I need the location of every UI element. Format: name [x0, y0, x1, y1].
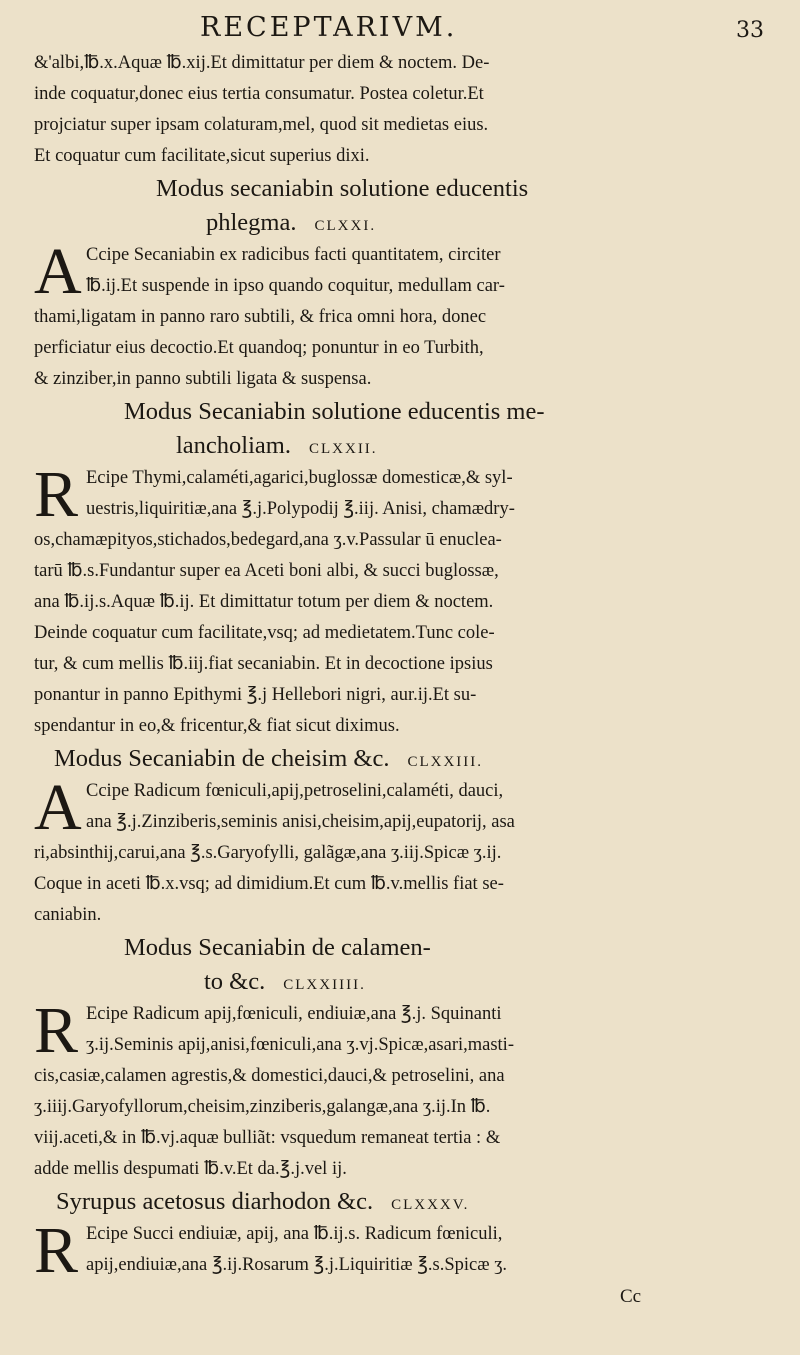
text-line: projciatur super ipsam colaturam,mel, quod sit medietas eius. [34, 115, 489, 135]
section-number: CLXXIIII. [283, 977, 366, 993]
drop-cap: R [34, 1214, 79, 1287]
text-line: ʒ.iiij.Garyofyllorum,cheisim,zinziberis,galangæ,ana ʒ.ij.In ℔. [34, 1097, 491, 1117]
text-line: os,chamæpityos,stichados,bedegard,ana ʒ.v.Passular ū enuclea- [34, 530, 502, 550]
section-heading: Modus Secaniabin de calamen- [124, 934, 431, 961]
text-line: uestris,liquiritiæ,ana ℥.j.Polypodij ℥.iij. Anisi, chamædry- [86, 499, 515, 519]
section-heading-text: lancholiam. [176, 432, 291, 459]
text-line: ℔.ij.Et suspende in ipso quando coquitur, medullam car- [86, 276, 505, 296]
text-line: thami,ligatam in panno raro subtili, & frica omni hora, donec [34, 307, 487, 327]
text-line: ana ℥.j.Zinziberis,seminis anisi,cheisim,apij,eupatorij, asa [86, 812, 515, 832]
section-heading-text: Modus Secaniabin de cheisim &c. [54, 745, 390, 772]
section-number: CLXXI. [314, 218, 377, 234]
section-heading-text: phlegma. [206, 209, 297, 236]
text-line: Ecipe Thymi,calaméti,agarici,buglossæ domesticæ,& syl- [86, 468, 513, 488]
section-number: CLXXII. [308, 441, 378, 457]
running-head-title: RECEPTARIVM. [200, 12, 458, 43]
text-line: ri,absinthij,carui,ana ℥.s.Garyofylli, galãgæ,ana ʒ.iij.Spicæ ʒ.ij. [34, 843, 502, 863]
section-heading-line [34, 965, 764, 999]
section-heading: Modus secaniabin solutione educentis [156, 175, 529, 202]
text-line: Ccipe Secaniabin ex radicibus facti quantitatem, circiter [86, 245, 501, 265]
text-line: inde coquatur,donec eius tertia consumatur. Postea coletur.Et [34, 84, 484, 104]
recipe-section [34, 172, 764, 395]
page-body [34, 48, 764, 1312]
section-heading-line [34, 742, 764, 776]
drop-cap: R [34, 994, 79, 1067]
recipe-paragraph [34, 1214, 764, 1287]
text-line: spendantur in eo,& fricentur,& fiat sicut diximus. [34, 716, 400, 736]
page-number: 33 [736, 18, 764, 43]
recipe-section [34, 395, 764, 742]
text-line: viij.aceti,& in ℔.vj.aquæ bulliãt: vsquedum remaneat tertia : & [34, 1128, 501, 1148]
recipe-section [34, 1185, 764, 1287]
text-line: Deinde coquatur cum facilitate,vsq; ad medietatem.Tunc cole- [34, 623, 495, 643]
text-line: tarū ℔.s.Fundantur super ea Aceti boni albi, & succi buglossæ, [34, 561, 499, 581]
text-line: Ecipe Succi endiuiæ, apij, ana ℔.ij.s. Radicum fœniculi, [86, 1224, 503, 1244]
recipe-paragraph [34, 458, 764, 742]
text-line: Et coquatur cum facilitate,sicut superius dixi. [34, 146, 370, 166]
section-number: CLXXXV. [391, 1197, 470, 1213]
text-line: perficiatur eius decoctio.Et quandoq; ponuntur in eo Turbith, [34, 338, 484, 358]
section-heading-text: to &c. [204, 968, 266, 995]
drop-cap: A [34, 235, 82, 308]
text-line: Ecipe Radicum apij,fœniculi, endiuiæ,ana ℥.j. Squinanti [86, 1004, 502, 1024]
text-line: tur, & cum mellis ℔.iij.fiat secaniabin. Et in decoctione ipsius [34, 654, 493, 674]
running-head [0, 10, 800, 48]
recipe-section [34, 742, 764, 931]
section-heading-line [34, 206, 764, 240]
drop-cap: R [34, 458, 79, 531]
section-heading: Modus Secaniabin solutione educentis me- [124, 398, 545, 425]
text-line: apij,endiuiæ,ana ℥.ij.Rosarum ℥.j.Liquiritiæ ℥.s.Spicæ ʒ. [86, 1255, 508, 1275]
section-heading-line [34, 429, 764, 463]
text-line: Coque in aceti ℔.x.vsq; ad dimidium.Et cum ℔.v.mellis fiat se- [34, 874, 504, 894]
text-line: &'albi,℔.x.Aquæ ℔.xij.Et dimittatur per diem & noctem. De- [34, 53, 490, 73]
recipe-paragraph [34, 771, 764, 931]
text-line: ponantur in panno Epithymi ℥.j Hellebori nigri, aur.ij.Et su- [34, 685, 477, 705]
recipe-paragraph [34, 994, 764, 1185]
text-line: adde mellis despumati ℔.v.Et da.℥.j.vel ij. [34, 1159, 347, 1179]
text-line: ʒ.ij.Seminis apij,anisi,fœniculi,ana ʒ.vj.Spicæ,asari,masti- [86, 1035, 514, 1055]
text-line: Ccipe Radicum fœniculi,apij,petroselini,calaméti, dauci, [86, 781, 504, 801]
recipe-section [34, 931, 764, 1185]
recipe-paragraph [34, 235, 764, 395]
text-line: caniabin. [34, 905, 102, 925]
drop-cap: A [34, 771, 82, 844]
section-number: CLXXIII. [407, 754, 484, 770]
section-heading-text: Syrupus acetosus diarhodon &c. [56, 1188, 374, 1215]
intro-paragraph [34, 48, 764, 172]
text-line: cis,casiæ,calamen agrestis,& domestici,dauci,& petroselini, ana [34, 1066, 505, 1086]
catchword: Cc [620, 1286, 642, 1307]
text-line: & zinziber,in panno subtili ligata & suspensa. [34, 369, 372, 389]
section-heading-line [34, 1185, 764, 1219]
text-line: ana ℔.ij.s.Aquæ ℔.ij. Et dimittatur totum per diem & noctem. [34, 592, 494, 612]
